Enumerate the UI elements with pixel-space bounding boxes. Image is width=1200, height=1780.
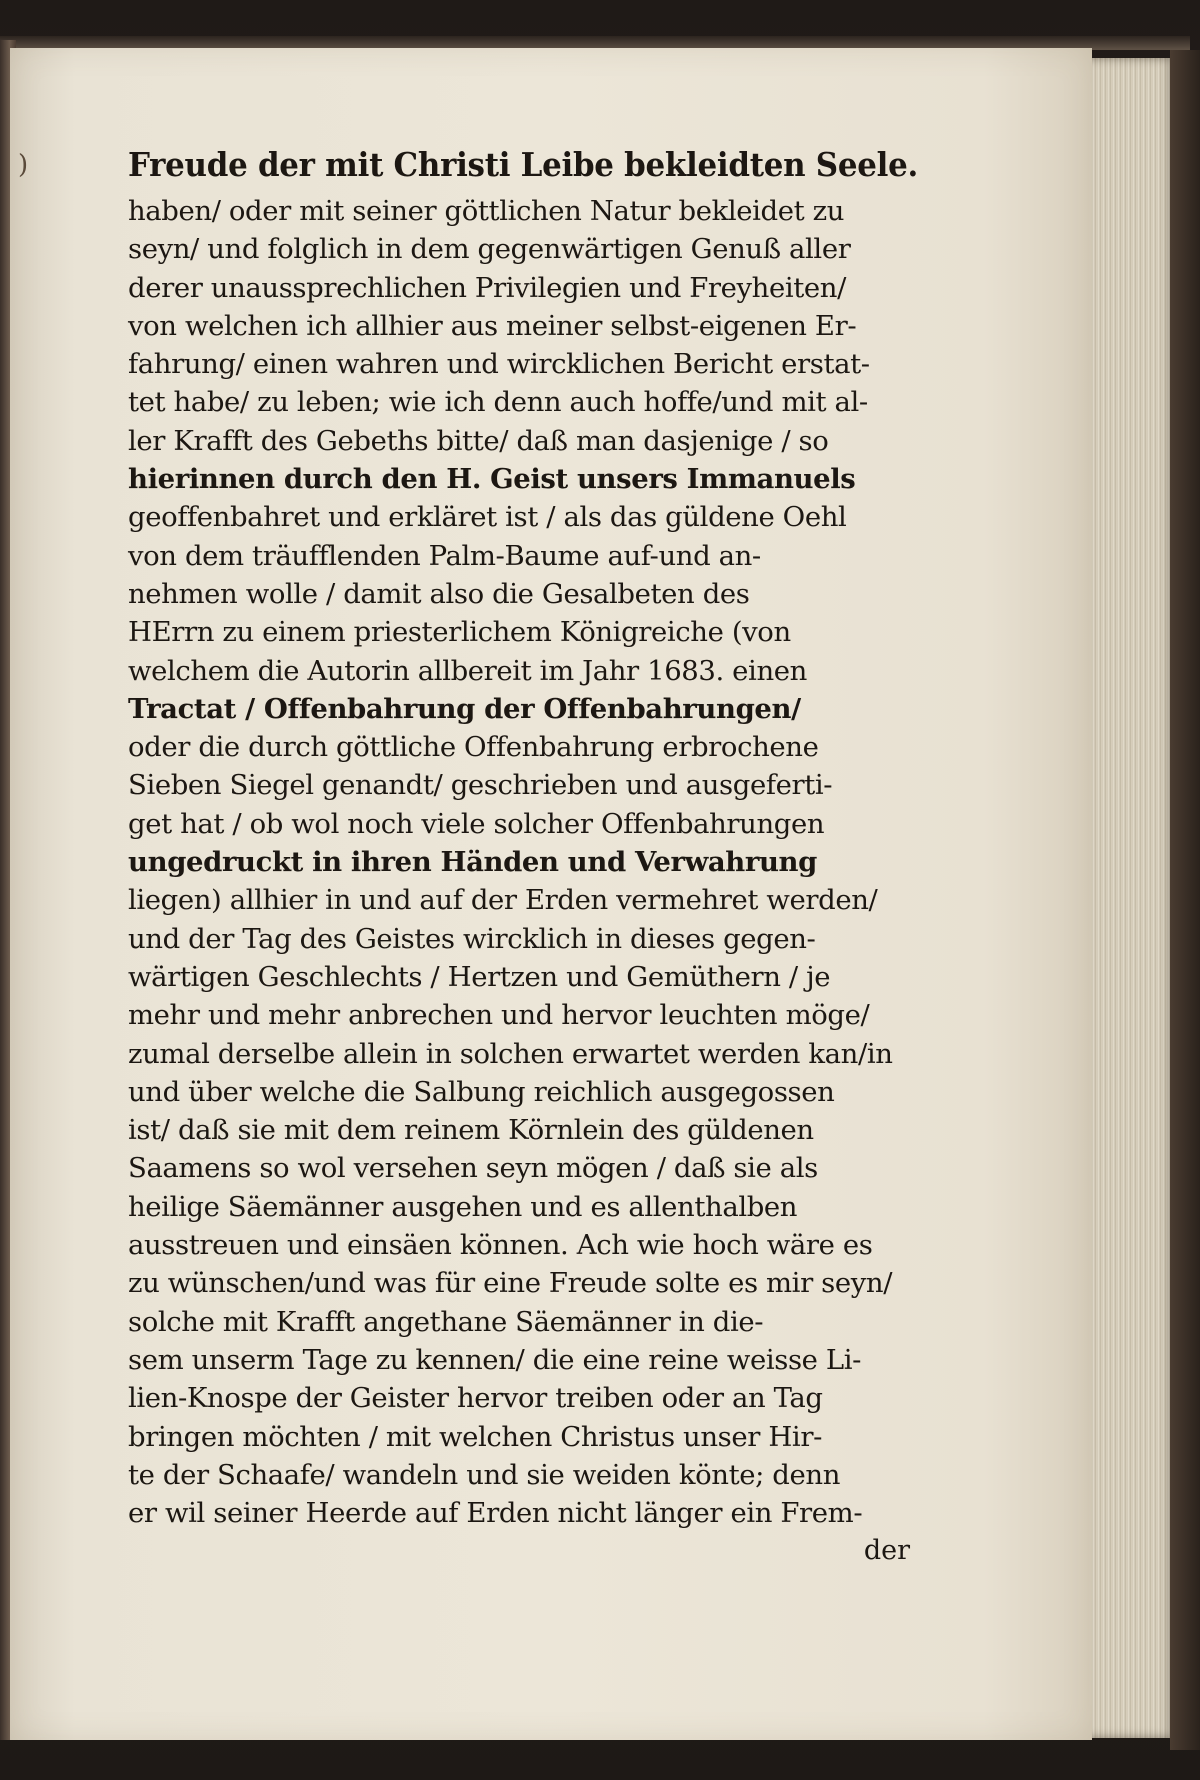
margin-bracket-mark: ) xyxy=(18,150,29,180)
text-line: ler Krafft des Gebeths bitte/ daß man dasjenige / so xyxy=(128,424,829,457)
text-line: zu wünschen/und was für eine Freude solte es mir seyn/ xyxy=(128,1267,893,1300)
text-line: wärtigen Geschlechts / Hertzen und Gemüthern / je xyxy=(128,960,831,993)
text-line: liegen) allhier in und auf der Erden vermehret werden/ xyxy=(128,884,878,917)
text-line: te der Schaafe/ wandeln und sie weiden könte; denn xyxy=(128,1458,840,1491)
text-line: seyn/ und folglich in dem gegenwärtigen Genuß aller xyxy=(128,233,851,266)
book-cover-right xyxy=(1170,50,1200,1750)
text-line: mehr und mehr anbrechen und hervor leuchten möge/ xyxy=(128,999,870,1032)
text-line: fahrung/ einen wahren und wircklichen Bericht erstat- xyxy=(128,348,870,381)
text-line: ist/ daß sie mit dem reinem Körnlein des güldenen xyxy=(128,1114,814,1147)
catchword: der xyxy=(863,1535,910,1567)
text-line: haben/ oder mit seiner göttlichen Natur bekleidet zu xyxy=(128,195,845,227)
text-line: bringen möchten / mit welchen Christus unser Hir- xyxy=(128,1420,822,1453)
text-line: lien-Knospe der Geister hervor treiben oder an Tag xyxy=(128,1382,823,1415)
text-line: hierinnen durch den H. Geist unsers Immanuels xyxy=(128,463,856,496)
page-edges xyxy=(1092,58,1178,1738)
text-line: und über welche die Salbung reichlich ausgegossen xyxy=(128,1075,835,1108)
text-line: von dem träufflenden Palm-Baume auf-und an- xyxy=(128,539,761,572)
text-line: Sieben Siegel genandt/ geschrieben und ausgeferti- xyxy=(128,769,833,802)
text-line: get hat / ob wol noch viele solcher Offenbahrungen xyxy=(128,807,825,840)
text-line: er wil seiner Heerde auf Erden nicht länger ein Frem- xyxy=(128,1497,863,1530)
text-line: nehmen wolle / damit also die Gesalbeten des xyxy=(128,577,750,610)
text-line: derer unaussprechlichen Privilegien und Freyheiten/ xyxy=(128,271,846,304)
text-line: Tractat / Offenbahrung der Offenbahrungen/ xyxy=(128,692,801,725)
text-line: ungedruckt in ihren Händen und Verwahrung xyxy=(128,846,817,879)
text-line: von welchen ich allhier aus meiner selbst-eigenen Er- xyxy=(128,309,857,342)
text-line: und der Tag des Geistes wircklich in dieses gegen- xyxy=(128,922,816,955)
text-line: sem unserm Tage zu kennen/ die eine reine weisse Li- xyxy=(128,1343,862,1376)
text-line: oder die durch göttliche Offenbahrung erbrochene xyxy=(128,731,819,764)
text-line: geoffenbahret und erkläret ist / als das güldene Oehl xyxy=(128,501,847,534)
text-line: tet habe/ zu leben; wie ich denn auch hoffe/und mit al- xyxy=(128,386,868,419)
text-line: heilige Säemänner ausgehen und es allenthalben xyxy=(128,1190,798,1223)
running-head: Freude der mit Christi Leibe bekleidten Seele. xyxy=(128,145,918,184)
page-text xyxy=(128,140,918,1570)
text-line: Saamens so wol versehen seyn mögen / daß sie als xyxy=(128,1152,818,1185)
text-line: solche mit Krafft angethane Säemänner in die- xyxy=(128,1305,764,1338)
text-line: ausstreuen und einsäen können. Ach wie hoch wäre es xyxy=(128,1229,873,1262)
text-line: welchem die Autorin allbereit im Jahr 1683. einen xyxy=(128,654,807,687)
text-line: HErrn zu einem priesterlichem Königreiche (von xyxy=(128,616,791,649)
text-line: zumal derselbe allein in solchen erwartet werden kan/in xyxy=(128,1037,893,1070)
